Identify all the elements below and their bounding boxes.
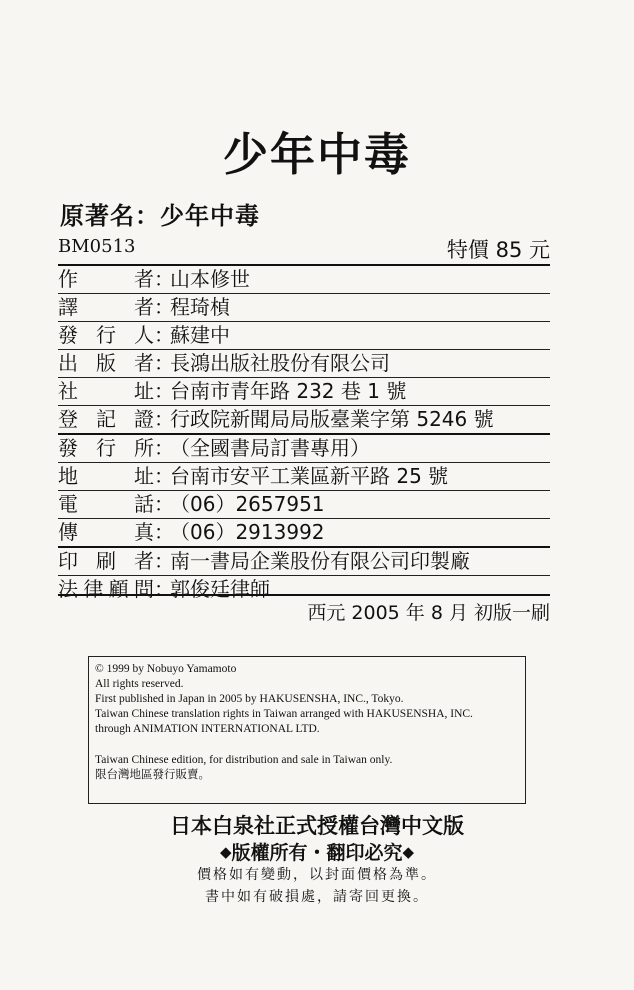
- info-value: 行政院新聞局局版臺業字第 5246 號: [170, 407, 494, 431]
- rights-text: 版權所有・翻印必究: [231, 842, 403, 864]
- copyright-line: All rights reserved.: [95, 678, 184, 690]
- info-row: [58, 321, 550, 349]
- copyright-line: First published in Japan in 2005 by HAKUSENSHA, INC., Tokyo.: [95, 693, 404, 705]
- info-separator: ：: [154, 492, 174, 516]
- info-label: 法律顧問: [58, 577, 154, 601]
- copyright-box: [88, 656, 526, 804]
- info-separator: ：: [154, 549, 174, 573]
- copyright-line: Taiwan Chinese translation rights in Taiwan arranged with HAKUSENSHA, INC.: [95, 708, 473, 720]
- copyright-line: through ANIMATION INTERNATIONAL LTD.: [95, 723, 320, 735]
- info-separator: ：: [154, 436, 174, 460]
- info-separator: ：: [154, 379, 174, 403]
- damage-note: 書中如有破損處，請寄回更換。: [205, 889, 429, 905]
- info-row: [58, 490, 550, 518]
- info-value: （06）2657951: [170, 492, 325, 516]
- info-value: 蘇建中: [170, 323, 230, 347]
- page-title: 少年中毒: [222, 128, 411, 181]
- info-row: [58, 405, 550, 433]
- info-separator: ：: [154, 577, 174, 601]
- info-label: 地址: [58, 464, 154, 488]
- info-label: 傳真: [58, 520, 154, 544]
- info-separator: ：: [154, 295, 174, 319]
- book-code: BM0513: [58, 236, 136, 257]
- info-separator: ：: [154, 351, 174, 375]
- info-row: [58, 293, 550, 321]
- price: 特價 85 元: [446, 238, 550, 262]
- info-value: 南一書局企業股份有限公司印製廠: [170, 549, 470, 573]
- info-label: 印刷者: [58, 549, 154, 573]
- edition-date: 西元 2005 年 8 月 初版一刷: [58, 594, 550, 625]
- info-row: [58, 377, 550, 405]
- info-label: 出版者: [58, 351, 154, 375]
- info-label: 社址: [58, 379, 154, 403]
- info-row: [58, 433, 550, 462]
- copyright-line: Taiwan Chinese edition, for distribution and sale in Taiwan only.: [95, 754, 393, 766]
- info-row: [58, 518, 550, 546]
- code-price-row: [58, 234, 550, 264]
- diamond-icon: ◆: [402, 843, 415, 861]
- info-value: 台南市安平工業區新平路 25 號: [170, 464, 449, 488]
- info-separator: ：: [154, 407, 174, 431]
- rights-statement: [0, 838, 634, 865]
- info-row: [58, 546, 550, 575]
- info-separator: ：: [154, 323, 174, 347]
- info-value: 山本修世: [170, 267, 250, 291]
- info-row: [58, 264, 550, 293]
- info-label: 登記證: [58, 407, 154, 431]
- info-separator: ：: [154, 267, 174, 291]
- copyright-line: © 1999 by Nobuyo Yamamoto: [95, 663, 237, 675]
- copyright-line: 限台灣地區發行販賣。: [95, 769, 210, 781]
- info-value: 台南市青年路 232 巷 1 號: [170, 379, 407, 403]
- info-value: （06）2913992: [170, 520, 325, 544]
- price-note: 價格如有變動，以封面價格為準。: [197, 867, 437, 883]
- info-separator: ：: [154, 520, 174, 544]
- info-label: 譯者: [58, 295, 154, 319]
- info-value: 程琦楨: [170, 295, 230, 319]
- info-value: 長鴻出版社股份有限公司: [170, 351, 390, 375]
- original-title: 原著名：少年中毒: [60, 202, 260, 230]
- authorization-statement: 日本白泉社正式授權台灣中文版: [170, 814, 464, 838]
- info-value: （全國書局訂書專用）: [170, 436, 370, 460]
- info-label: 作者: [58, 267, 154, 291]
- info-label: 發行人: [58, 323, 154, 347]
- info-label: 電話: [58, 492, 154, 516]
- info-row: [58, 349, 550, 377]
- info-row: [58, 462, 550, 490]
- info-value: 郭俊廷律師: [170, 577, 270, 601]
- info-label: 發行所: [58, 436, 154, 460]
- info-separator: ：: [154, 464, 174, 488]
- publication-info: [58, 264, 550, 603]
- diamond-icon: ◆: [219, 843, 232, 861]
